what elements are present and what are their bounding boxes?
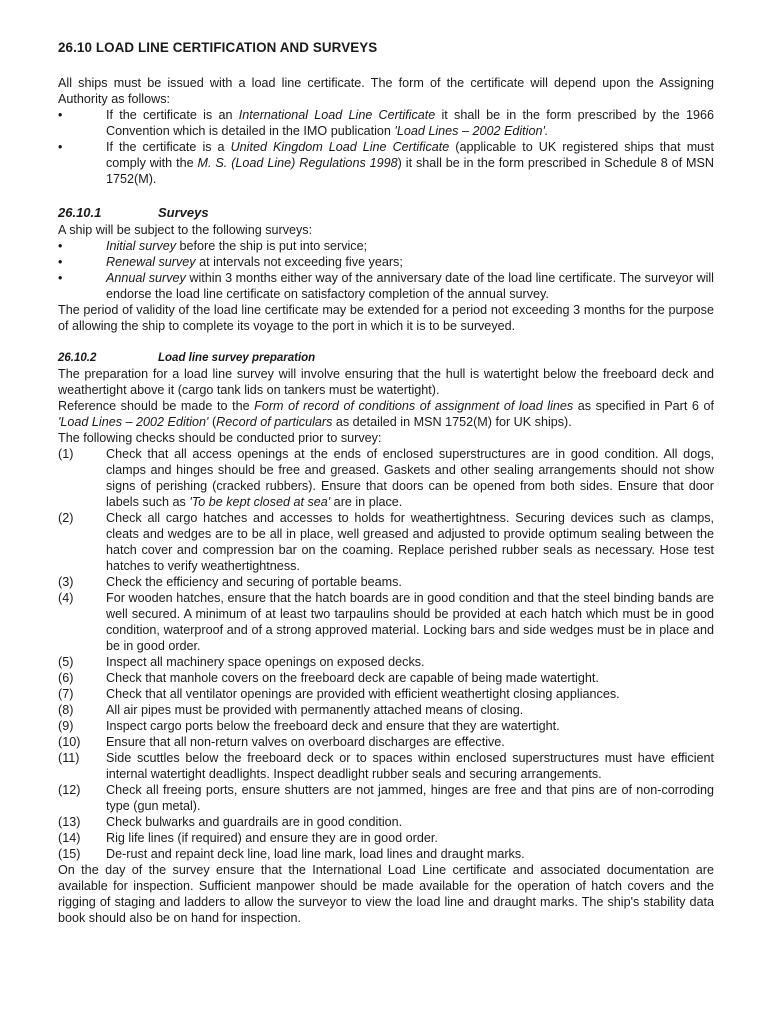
check-item: (7) Check that all ventilator openings are provided with efficient weathertight closing appliances. — [58, 687, 620, 701]
check-number: (13) — [58, 815, 81, 829]
validity-paragraph: The period of validity of the load line certificate may be extended for a period not exceeding 3 months for the purpose of allowing the ship to complete its voyage to the port in which it is to be surveyed. — [58, 303, 714, 333]
list-item: • If the certificate is an International Load Line Certificate it shall be in the form prescribed by the 1966 Convention which is detailed in the IMO publication 'Load Lines – 2002 Edition'. — [58, 108, 714, 138]
check-number: (10) — [58, 735, 81, 749]
preparation-paragraph: The preparation for a load line survey will involve ensuring that the hull is watertight below the freeboard deck and weathertight above it (cargo tank lids on tankers must be watertight). — [58, 367, 714, 397]
check-number: (8) — [58, 703, 74, 717]
check-number: (1) — [58, 447, 74, 461]
list-item: • Renewal survey at intervals not exceeding five years; — [58, 255, 403, 269]
check-number: (6) — [58, 671, 74, 685]
section-intro: All ships must be issued with a load line certificate. The form of the certificate will depend upon the Assigning Authority as follows: — [58, 76, 714, 106]
bullet-icon: • — [58, 239, 63, 253]
check-number: (14) — [58, 831, 81, 845]
check-item: (2) Check all cargo hatches and accesses to holds for weathertightness. Securing devices such as clamps, cleats and wedges are to be all in place, well greased and adjusted to provide optimum sealing between the hatch cover and compression bar on the coaming. Replace perished rubber seals as necessary. Hose test hatches to verify weathertightness. — [58, 511, 714, 573]
check-number: (11) — [58, 751, 80, 765]
bullet-icon: • — [58, 140, 63, 154]
check-number: (7) — [58, 687, 74, 701]
checks-intro: The following checks should be conducted prior to survey: — [58, 431, 382, 445]
bullet-icon: • — [58, 255, 63, 269]
check-item: (5) Inspect all machinery space openings on exposed decks. — [58, 655, 425, 669]
check-number: (12) — [58, 783, 81, 797]
check-number: (5) — [58, 655, 74, 669]
closing-paragraph: On the day of the survey ensure that the International Load Line certificate and associated documentation are available for inspection. Sufficient manpower should be made available for the operation of hatch covers and the rigging of staging and ladders to allow the surveyor to view the load line and draught marks. The ship's stability data book should also be on hand for inspection. — [58, 863, 714, 925]
check-number: (4) — [58, 591, 74, 605]
check-item: (12) Check all freeing ports, ensure shutters are not jammed, hinges are free and that pins are of non-corroding type (gun metal). — [58, 783, 714, 813]
check-number: (9) — [58, 719, 74, 733]
section-title: 26.10 LOAD LINE CERTIFICATION AND SURVEYS — [58, 40, 378, 55]
check-item: (6) Check that manhole covers on the freeboard deck are capable of being made watertight. — [58, 671, 599, 685]
list-item: • Annual survey within 3 months either way of the anniversary date of the load line certificate. The surveyor will endorse the load line certificate on satisfactory completion of the annual survey. — [58, 271, 714, 301]
check-item: (8) All air pipes must be provided with permanently attached means of closing. — [58, 703, 524, 717]
surveys-intro: A ship will be subject to the following surveys: — [58, 223, 313, 237]
check-item: (4) For wooden hatches, ensure that the hatch boards are in good condition and that the steel binding bands are well secured. A minimum of at least two tarpaulins should be provided at each hatch which must be in good condition, waterproof and of a strong approved material. Locking bars and side wedges must be in place and be in good order. — [58, 591, 714, 653]
check-number: (15) — [58, 847, 81, 861]
surveys-heading: 26.10.1 Surveys — [58, 205, 209, 220]
check-number: (2) — [58, 511, 74, 525]
check-item: (14) Rig life lines (if required) and ensure they are in good order. — [58, 831, 438, 845]
check-item: (11) Side scuttles below the freeboard deck or to spaces within enclosed superstructures must have efficient internal watertight deadlights. Inspect deadlight rubber seals and securing arrangements. — [58, 751, 714, 781]
check-item: (13) Check bulwarks and guardrails are in good condition. — [58, 815, 403, 829]
list-item: • If the certificate is a United Kingdom Load Line Certificate (applicable to UK registered ships that must comply with the M. S. (Load Line) Regulations 1998) it shall be in the form prescribed in Schedule 8 of MSN 1752(M). — [58, 140, 715, 186]
check-item: (15) De-rust and repaint deck line, load line mark, load lines and draught marks. — [58, 847, 525, 861]
document-page — [58, 40, 714, 926]
assigning-authority-list — [58, 107, 714, 187]
preparation-heading: 26.10.2 Load line survey preparation — [58, 352, 316, 364]
reference-paragraph: Reference should be made to the Form of record of conditions of assignment of load lines as specified in Part 6 of 'Load Lines – 2002 Edition' (Record of particulars as detailed in MSN 1752(M) for UK ships). — [58, 399, 715, 429]
list-item: • Initial survey before the ship is put into service; — [58, 239, 368, 253]
check-item: (1) Check that all access openings at the ends of enclosed superstructures are in good condition. All dogs, clamps and hinges should be free and greased. Gaskets and other sealing arrangements should not show signs of perishing (cracked rubbers). Ensure that doors can be opened from both sides. Ensure that door labels such as 'To be kept closed at sea' are in place. — [58, 447, 714, 509]
check-item: (9) Inspect cargo ports below the freeboard deck and ensure that they are watertight. — [58, 719, 560, 733]
surveys-list — [58, 238, 714, 302]
checks-list — [58, 446, 714, 862]
check-number: (3) — [58, 575, 74, 589]
bullet-icon: • — [58, 108, 63, 122]
check-item: (10) Ensure that all non-return valves on overboard discharges are effective. — [58, 735, 505, 749]
bullet-icon: • — [58, 271, 63, 285]
check-item: (3) Check the efficiency and securing of portable beams. — [58, 575, 402, 589]
